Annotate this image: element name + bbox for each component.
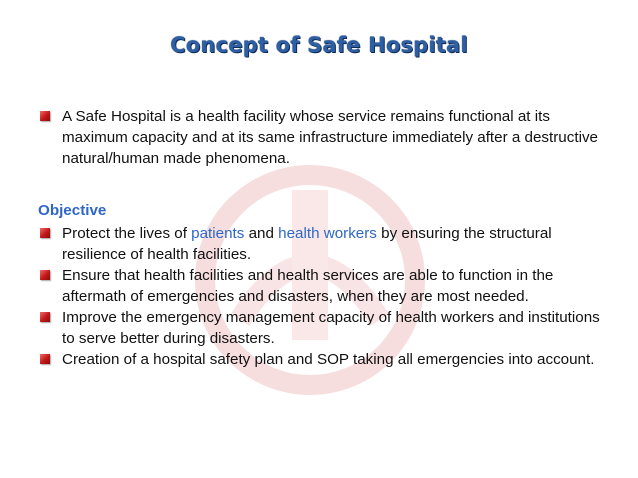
bullet-icon bbox=[40, 312, 50, 322]
objectives-block bbox=[38, 200, 603, 370]
objective-item-1 bbox=[38, 223, 603, 265]
objective-1-mid: and bbox=[244, 225, 279, 242]
objective-heading: Objective bbox=[38, 202, 107, 219]
intro-item bbox=[38, 106, 603, 169]
intro-block bbox=[38, 106, 603, 169]
bullet-icon bbox=[40, 228, 50, 238]
objective-3-text: Improve the emergency management capacity of health workers and institutions to serve better during disasters. bbox=[62, 309, 600, 347]
objective-item-2 bbox=[38, 265, 603, 307]
objective-item-3 bbox=[38, 307, 603, 349]
bullet-icon bbox=[40, 354, 50, 364]
objective-item-4 bbox=[38, 349, 603, 370]
objective-1-post: by ensuring the structural resilience of health facilities. bbox=[62, 225, 552, 263]
objective-4-text: Creation of a hospital safety plan and SOP taking all emergencies into account. bbox=[62, 351, 595, 368]
objective-2-text: Ensure that health facilities and health services are able to function in the aftermath of emergencies and disasters, when they are most needed. bbox=[62, 267, 554, 305]
highlight-patients: patients bbox=[191, 225, 245, 242]
slide-title: Concept of Safe Hospital bbox=[170, 33, 468, 57]
objective-1-pre: Protect the lives of bbox=[62, 225, 192, 242]
intro-text: A Safe Hospital is a health facility whose service remains functional at its maximum capacity and at its same infrastructure immediately after a destructive natural/human made phenomena. bbox=[62, 108, 598, 167]
bullet-icon bbox=[40, 111, 50, 121]
highlight-health-workers: health workers bbox=[278, 225, 377, 242]
bullet-icon bbox=[40, 270, 50, 280]
